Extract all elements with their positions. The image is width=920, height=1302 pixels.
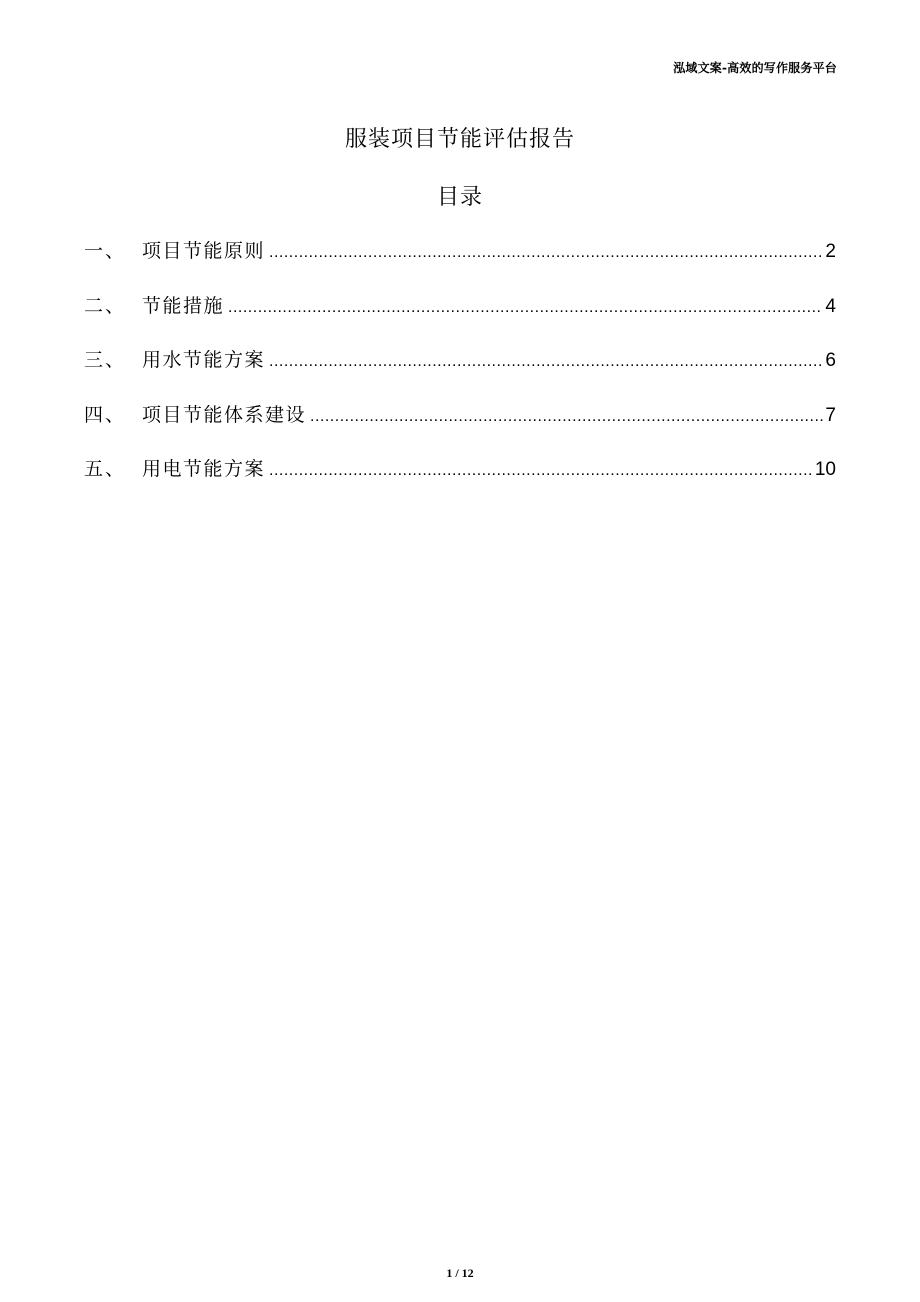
toc-entry-page: 6: [825, 350, 836, 371]
toc-entry-text: 项目节能原则: [142, 240, 266, 262]
toc-entry[interactable]: [84, 345, 836, 400]
document-title: 服装项目节能评估报告: [344, 127, 575, 152]
toc-entry[interactable]: [84, 454, 836, 509]
toc-entry-number: 五、: [84, 458, 127, 480]
table-of-contents: [84, 236, 836, 509]
toc-entry[interactable]: [84, 236, 836, 291]
toc-dot-leader: [310, 408, 823, 426]
toc-entry-number: 二、: [84, 294, 127, 317]
toc-entry-text: 项目节能体系建设: [142, 403, 307, 426]
toc-entry-page: 2: [825, 241, 836, 262]
toc-heading: 目录: [436, 185, 483, 210]
toc-dot-leader: [269, 353, 823, 371]
toc-entry-page: 4: [825, 295, 836, 317]
toc-dot-leader: [228, 299, 823, 317]
toc-entry-number: 四、: [84, 403, 127, 426]
header-brand: 泓域文案-高效的写作服务平台: [673, 61, 837, 75]
toc-entry-page: 10: [814, 459, 836, 480]
toc-dot-leader: [269, 244, 823, 262]
toc-entry-page: 7: [825, 404, 836, 426]
toc-entry-number: 一、: [84, 240, 127, 262]
toc-entry[interactable]: [84, 400, 836, 455]
toc-entry-text: 用电节能方案: [142, 458, 266, 480]
toc-dot-leader: [269, 462, 813, 480]
toc-entry-text: 节能措施: [142, 294, 225, 317]
toc-entry-number: 三、: [84, 349, 127, 371]
page-indicator: 1 / 12: [446, 1266, 474, 1280]
toc-entry[interactable]: [84, 291, 836, 346]
toc-entry-text: 用水节能方案: [142, 349, 266, 371]
